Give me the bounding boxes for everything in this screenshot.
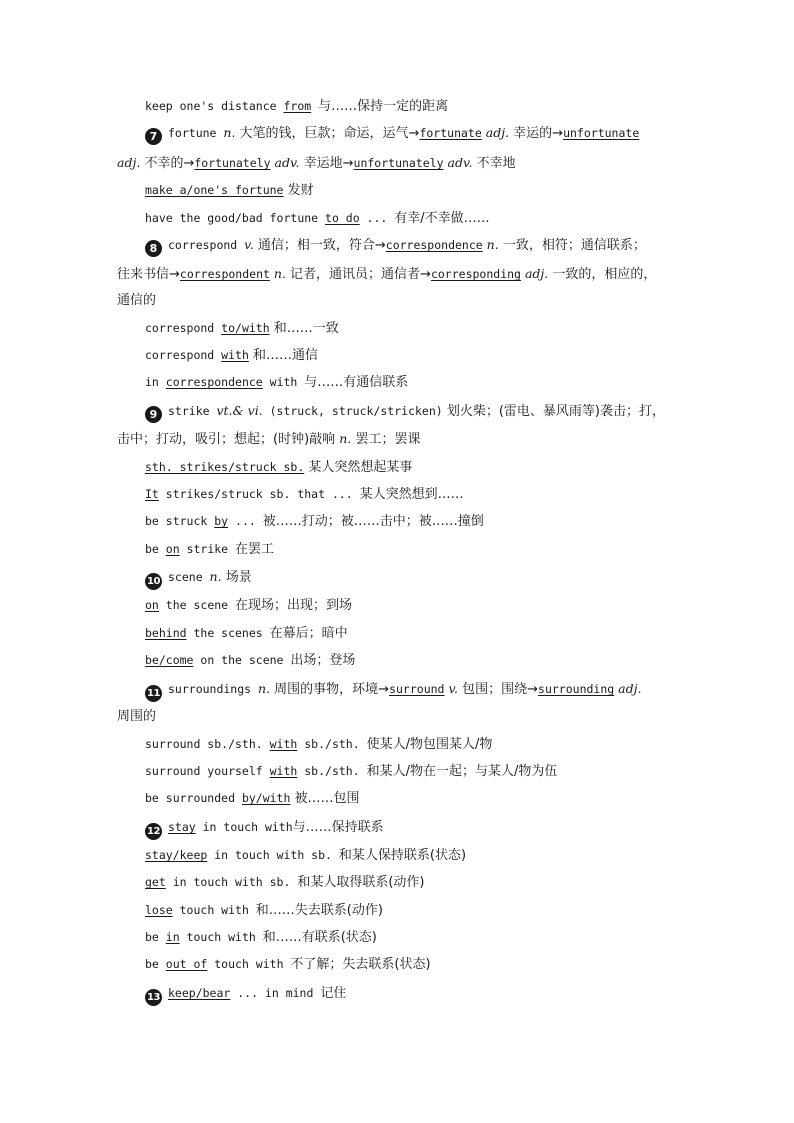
entry-7-phrase-2: have the good/bad fortune to do ... 有幸/不幸做…… [145, 211, 490, 226]
entry-7-continuation: adj. 不幸的→fortunately adv. 幸运地→unfortunately adv. 不幸地 [117, 155, 516, 171]
entry-number-badge: 11 [145, 685, 162, 702]
entry-8-continuation-2: 通信的 [117, 293, 157, 308]
entry-12-phrase-4: be in touch with 和……有联系(状态) [145, 930, 377, 945]
entry-10-headword: 10 scene n. 场景 [145, 569, 682, 590]
entry-number-badge: 12 [145, 823, 162, 840]
entry-11-continuation: 周围的 [117, 709, 157, 724]
entry-9-phrase-1: sth. strikes/struck sb. 某人突然想起某事 [145, 460, 413, 475]
entry-9-phrase-3: be struck by ... 被……打动；被……击中；被……撞倒 [145, 514, 484, 529]
entry-9-phrase-4: be on strike 在罢工 [145, 542, 275, 557]
entry-13-headword: 13 keep/bear ... in mind 记住 [145, 985, 682, 1006]
entry-11-headword: 11 surroundings n. 周围的事物，环境→surround v. 包围；围绕→surrounding adj. [145, 681, 682, 702]
entry-9-headword: 9 strike vt.& vi. (struck, struck/stricken) 划火柴；(雷电、暴风雨等)袭击；打， [145, 403, 682, 423]
entry-number-badge: 8 [145, 240, 162, 257]
entry-8-phrase-2: correspond with 和……通信 [145, 348, 319, 363]
entry-12-phrase-3: lose touch with 和……失去联系(动作) [145, 903, 383, 918]
entry-10-phrase-3: be/come on the scene 出场；登场 [145, 653, 356, 668]
entry-8-headword: 8 correspond v. 通信；相一致，符合→correspondence n. 一致，相符；通信联系； [145, 237, 682, 257]
entry-8-phrase-1: correspond to/with 和……一致 [145, 321, 339, 336]
entry-7-headword: 7 fortune n. 大笔的钱，巨款；命运，运气→fortunate adj. 幸运的→unfortunate [145, 125, 682, 145]
entry-8-continuation: 往来书信→correspondent n. 记者，通讯员；通信者→corresponding adj. 一致的，相应的， [117, 266, 657, 282]
entry-11-phrase-1: surround sb./sth. with sb./sth. 使某人/物包围某人/物 [145, 737, 493, 752]
entry-number-badge: 13 [145, 989, 162, 1006]
entry-10-phrase-1: on the scene 在现场；出现；到场 [145, 598, 353, 613]
entry-12-phrase-5: be out of touch with 不了解；失去联系(状态) [145, 957, 431, 972]
entry-11-phrase-3: be surrounded by/with 被……包围 [145, 791, 360, 806]
entry-9-phrase-2: It strikes/struck sb. that ... 某人突然想到…… [145, 487, 464, 502]
entry-12-phrase-2: get in touch with sb. 和某人取得联系(动作) [145, 875, 425, 890]
entry-9-continuation: 击中；打动，吸引；想起；(时钟)敲响 n. 罢工；罢课 [117, 431, 421, 447]
entry-number-badge: 9 [145, 406, 162, 423]
entry-11-phrase-2: surround yourself with sb./sth. 和某人/物在一起；与某人/物为伍 [145, 764, 558, 779]
phrase-keep-distance: keep one's distance from 与……保持一定的距离 [145, 99, 449, 114]
entry-7-phrase-1: make_a/one's_fortune 发财 [145, 183, 314, 198]
entry-12-headword: 12 stay in touch with与……保持联系 [145, 819, 682, 840]
entry-number-badge: 10 [145, 573, 162, 590]
entry-12-phrase-1: stay/keep in touch with sb. 和某人保持联系(状态) [145, 848, 467, 863]
entry-10-phrase-2: behind the scenes 在幕后；暗中 [145, 626, 348, 641]
entry-8-phrase-3: in correspondence with 与……有通信联系 [145, 375, 409, 390]
entry-number-badge: 7 [145, 128, 162, 145]
